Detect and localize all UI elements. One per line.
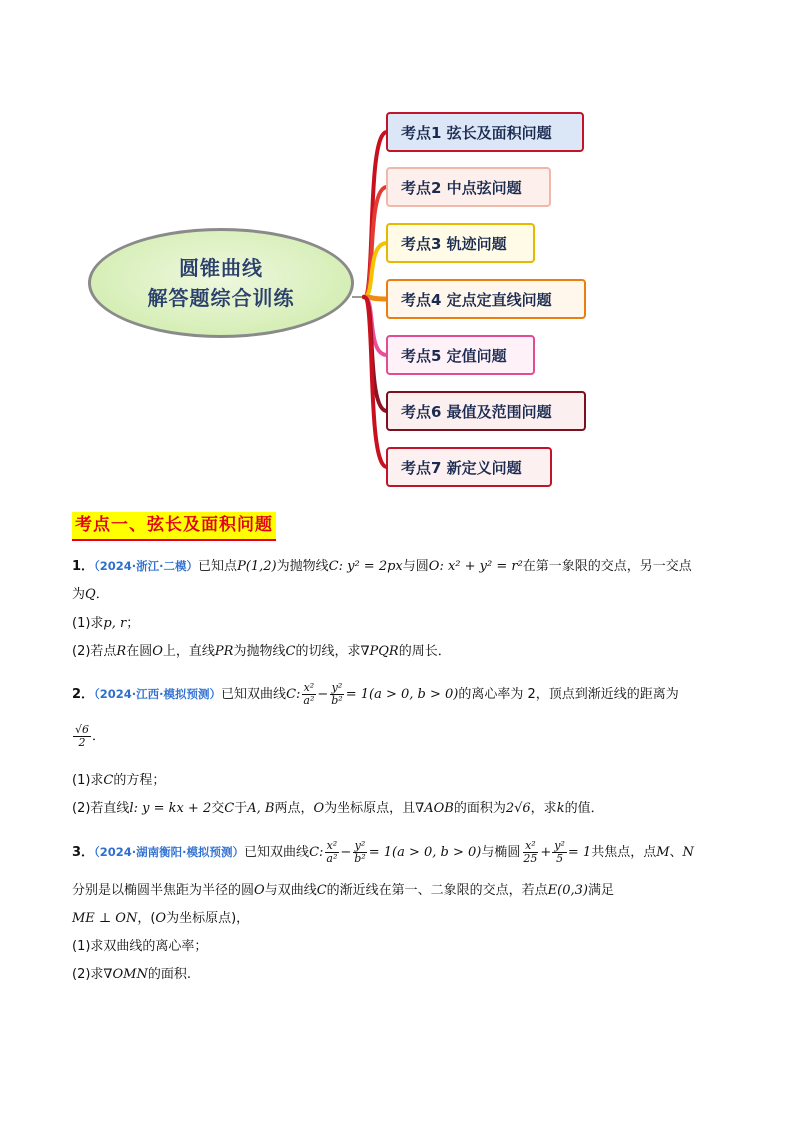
math: ∇PQR bbox=[360, 644, 399, 659]
math: O bbox=[313, 801, 325, 816]
problem-2-line-1 bbox=[72, 682, 679, 707]
text: 的离心率为 2，顶点到渐近线的距离为 bbox=[458, 687, 679, 702]
math: − bbox=[340, 845, 352, 860]
fraction bbox=[73, 724, 91, 749]
problem-1-number: 1． bbox=[72, 559, 95, 574]
text: 在第一象限的交点，另一交点 bbox=[522, 559, 692, 574]
fraction-den: b² bbox=[331, 694, 343, 707]
problem-2-number: 2． bbox=[72, 687, 95, 702]
math: PR bbox=[214, 644, 234, 659]
fraction bbox=[324, 840, 339, 865]
problem-1-part-1 bbox=[72, 615, 139, 633]
text: ； bbox=[126, 616, 140, 631]
math: ∇AOB bbox=[415, 801, 454, 816]
math: Q bbox=[85, 587, 96, 602]
math: C bbox=[316, 883, 327, 898]
text: 的渐近线在第一、二象限的交点，若点 bbox=[326, 883, 548, 898]
math: N bbox=[682, 845, 694, 860]
text: 于 bbox=[234, 801, 248, 816]
problem-1-line-1 bbox=[72, 557, 692, 576]
text: (1)求 bbox=[72, 616, 104, 631]
problem-2-part-2 bbox=[72, 800, 604, 818]
text: 已知双曲线 bbox=[244, 845, 310, 860]
math: + bbox=[540, 845, 552, 860]
text: ． bbox=[92, 729, 106, 744]
math: ME ⊥ ON bbox=[72, 911, 138, 926]
problem-3-part-2 bbox=[72, 966, 191, 984]
text: 已知点 bbox=[198, 559, 238, 574]
fraction bbox=[301, 682, 316, 707]
text: ． bbox=[95, 587, 109, 602]
math: 2√6 bbox=[505, 801, 531, 816]
math: C: bbox=[309, 845, 324, 860]
branch-5: 考点5 定值问题 bbox=[386, 335, 535, 375]
fraction bbox=[521, 840, 539, 865]
math: R bbox=[116, 644, 127, 659]
math: A, B bbox=[247, 801, 275, 816]
text: 已知双曲线 bbox=[221, 687, 287, 702]
math: l: y = kx + 2 bbox=[129, 801, 212, 816]
problem-3-line-1 bbox=[72, 840, 694, 865]
text: 分别是以椭圆半焦距为半径的圆 bbox=[72, 883, 255, 898]
text: (2)求 bbox=[72, 967, 104, 982]
text: 交 bbox=[211, 801, 225, 816]
text: 的面积为 bbox=[453, 801, 506, 816]
problem-3-part-1: (1)求双曲线的离心率； bbox=[72, 939, 208, 954]
math: C: bbox=[286, 687, 301, 702]
fraction-den: a² bbox=[303, 694, 315, 707]
branch-1: 考点1 弦长及面积问题 bbox=[386, 112, 584, 152]
branch-2: 考点2 中点弦问题 bbox=[386, 167, 551, 207]
math: C bbox=[285, 644, 296, 659]
branch-7: 考点7 新定义问题 bbox=[386, 447, 552, 487]
branch-4: 考点4 定点定直线问题 bbox=[386, 279, 586, 319]
fraction-num: x² bbox=[525, 839, 536, 852]
fraction-num: y² bbox=[354, 839, 366, 852]
math: O bbox=[254, 883, 265, 898]
math: O bbox=[152, 644, 163, 659]
text: ，( bbox=[137, 911, 156, 926]
mindmap-root bbox=[88, 228, 354, 338]
root-title-line-2: 解答题综合训练 bbox=[147, 286, 295, 310]
problem-3-line-2 bbox=[72, 882, 614, 900]
text: 在圆 bbox=[126, 644, 153, 659]
root-title-line-1: 圆锥曲线 bbox=[179, 256, 263, 280]
text: (2)若直线 bbox=[72, 801, 130, 816]
problem-1-source: （2024·浙江·二模） bbox=[94, 559, 199, 573]
math: E(0,3) bbox=[547, 883, 588, 898]
text: (1)求 bbox=[72, 773, 104, 788]
math: = 1(a > 0, b > 0) bbox=[368, 845, 482, 860]
text: 的切线，求 bbox=[295, 644, 361, 659]
section-title: 考点一、弦长及面积问题 bbox=[72, 512, 276, 541]
fraction bbox=[329, 682, 344, 707]
text: 共焦点，点 bbox=[591, 845, 657, 860]
branch-6: 考点6 最值及范围问题 bbox=[386, 391, 586, 431]
branch-3: 考点3 轨迹问题 bbox=[386, 223, 535, 263]
fraction-num: y² bbox=[554, 839, 565, 852]
fraction-num: x² bbox=[303, 681, 315, 694]
math: C bbox=[103, 773, 114, 788]
text: 为抛物线 bbox=[276, 559, 329, 574]
problem-2-source: （2024·江西·模拟预测） bbox=[94, 687, 222, 701]
math: ∇OMN bbox=[103, 967, 148, 982]
text: 上，直线 bbox=[162, 644, 215, 659]
problem-3-number: 3． bbox=[72, 845, 95, 860]
text: 为 bbox=[72, 587, 86, 602]
fraction-den: a² bbox=[326, 852, 338, 865]
math: = 1 bbox=[567, 845, 592, 860]
fraction-num: √6 bbox=[75, 723, 90, 736]
text: 与圆 bbox=[402, 559, 429, 574]
text: 的周长． bbox=[398, 644, 451, 659]
problem-1-part-2 bbox=[72, 643, 451, 661]
text: 满足 bbox=[587, 883, 614, 898]
math: k bbox=[556, 801, 565, 816]
fraction bbox=[352, 840, 367, 865]
text: 的值． bbox=[564, 801, 604, 816]
math: p, r bbox=[103, 616, 127, 631]
text: (2)若点 bbox=[72, 644, 117, 659]
math: = 1(a > 0, b > 0) bbox=[345, 687, 459, 702]
text: ，求 bbox=[530, 801, 557, 816]
math: P(1,2) bbox=[237, 559, 277, 574]
math: C bbox=[224, 801, 235, 816]
math: O bbox=[155, 911, 167, 926]
math: − bbox=[317, 687, 329, 702]
fraction-den: 2 bbox=[78, 736, 86, 749]
text: 为坐标原点)， bbox=[166, 911, 250, 926]
problem-1-line-2 bbox=[72, 586, 109, 604]
fraction-num: y² bbox=[331, 681, 343, 694]
text: 为坐标原点，且 bbox=[324, 801, 416, 816]
math: O: x² + y² = r² bbox=[428, 559, 523, 574]
text: 两点， bbox=[274, 801, 314, 816]
fraction-den: b² bbox=[354, 852, 366, 865]
fraction-den: 25 bbox=[523, 852, 538, 865]
problem-3-source: （2024·湖南衡阳·模拟预测） bbox=[94, 845, 245, 859]
fraction bbox=[552, 840, 567, 865]
text: 的方程； bbox=[113, 773, 166, 788]
text: 的面积. bbox=[147, 967, 191, 982]
text: 为抛物线 bbox=[233, 644, 286, 659]
text: 与椭圆 bbox=[481, 845, 521, 860]
problem-2-line-2 bbox=[72, 724, 105, 749]
math: M bbox=[656, 845, 670, 860]
fraction-den: 5 bbox=[556, 852, 564, 865]
problem-3-line-3 bbox=[72, 910, 249, 928]
text: 与双曲线 bbox=[264, 883, 317, 898]
problem-2-part-1 bbox=[72, 772, 165, 790]
connector-branch-3 bbox=[364, 243, 387, 297]
math: C: y² = 2px bbox=[328, 559, 403, 574]
fraction-num: x² bbox=[326, 839, 338, 852]
text: 、 bbox=[669, 845, 683, 860]
